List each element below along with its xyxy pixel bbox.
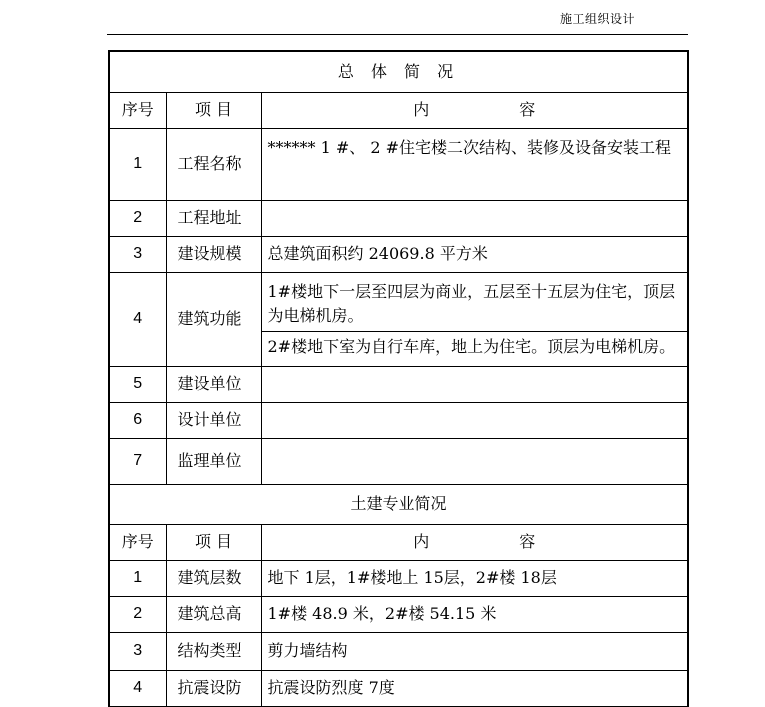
row-content-part-1: 1#楼地下一层至四层为商业，五层至十五层为住宅，顶层为电梯机房。 [267,281,676,325]
col-header-content-b: 容 [519,100,536,119]
row-no: 6 [109,402,166,438]
table-row [109,670,688,706]
row-no: 2 [109,596,166,632]
table-row [109,236,688,272]
col-header-item: 项 目 [166,92,261,128]
col-header-content-b: 容 [519,532,536,551]
row-content: 1#楼 48.9 米，2#楼 54.15 米 [261,596,688,632]
col-header-content [261,92,688,128]
row-no: 5 [109,366,166,402]
table-row [109,596,688,632]
overview-table [108,50,689,707]
section-title-general: 总 体 简 况 [109,51,688,92]
section-title-civil: 土建专业简况 [109,484,688,524]
row-content: 剪力墙结构 [261,632,688,670]
table-row [109,272,688,366]
row-item: 建筑总高 [166,596,261,632]
table-row [109,366,688,402]
col-header-item: 项 目 [166,524,261,560]
row-item: 抗震设防 [166,670,261,706]
col-header-content [261,524,688,560]
table-row [109,128,688,200]
row-no: 4 [109,670,166,706]
row-no: 2 [109,200,166,236]
row-no: 1 [109,560,166,596]
row-no: 1 [109,128,166,200]
row-content: 抗震设防烈度 7度 [261,670,688,706]
row-item: 监理单位 [166,438,261,484]
row-no: 3 [109,632,166,670]
row-item: 建设单位 [166,366,261,402]
header-rule [107,34,688,35]
row-content: 总建筑面积约 24069.8 平方米 [261,236,688,272]
row-item: 建筑层数 [166,560,261,596]
row-item: 结构类型 [166,632,261,670]
table-row [109,402,688,438]
row-content-part-2: 2#楼地下室为自行车库，地上为住宅。顶层为电梯机房。 [262,331,688,362]
row-content [261,200,688,236]
col-header-no: 序号 [109,524,166,560]
row-item: 设计单位 [166,402,261,438]
row-item: 工程地址 [166,200,261,236]
table-row [109,438,688,484]
row-no: 3 [109,236,166,272]
row-content [261,438,688,484]
row-content [261,402,688,438]
col-header-content-a: 内 [413,100,430,119]
row-item: 建筑功能 [166,272,261,366]
table-row [109,560,688,596]
row-item: 工程名称 [166,128,261,200]
row-content [261,366,688,402]
row-content: ****** 1 #、 2 #住宅楼二次结构、装修及设备安装工程 [261,128,688,200]
row-no: 4 [109,272,166,366]
row-content-split [261,272,688,366]
row-item: 建设规模 [166,236,261,272]
col-header-no: 序号 [109,92,166,128]
table-row [109,632,688,670]
col-header-content-a: 内 [413,532,430,551]
page-header-title: 施工组织设计 [560,12,636,26]
row-no: 7 [109,438,166,484]
row-content: 地下 1层，1#楼地上 15层，2#楼 18层 [261,560,688,596]
table-row [109,200,688,236]
